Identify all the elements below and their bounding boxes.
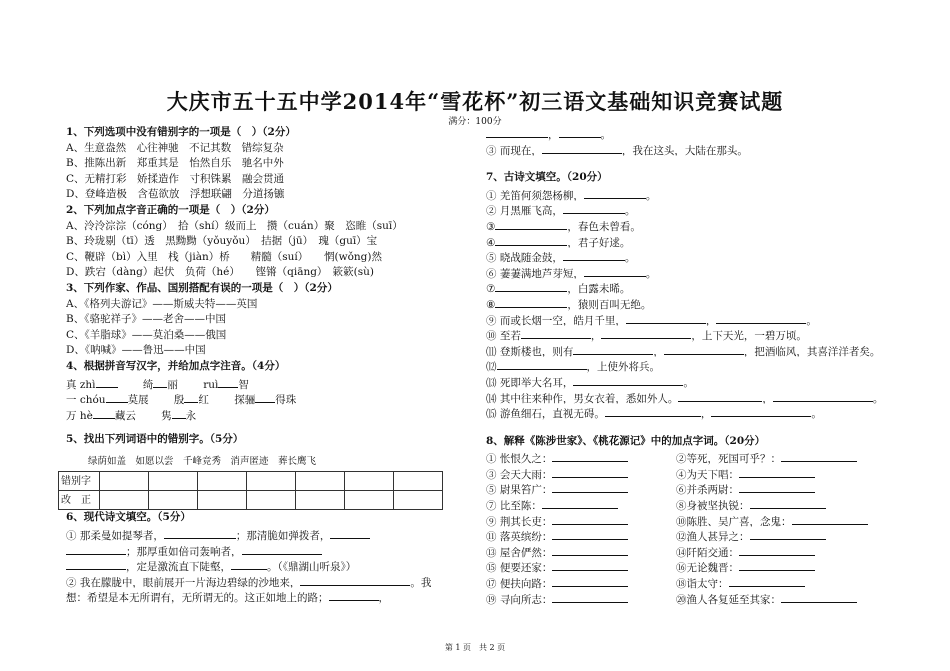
option: B、推陈出新 郑重其是 怡然自乐 驰名中外 — [66, 157, 284, 170]
answer-blank[interactable] — [153, 375, 167, 388]
answer-blank[interactable] — [521, 326, 591, 339]
answer-blank[interactable] — [495, 233, 567, 246]
answer-blank[interactable] — [300, 573, 410, 586]
option: C、鞭辟（bì）入里 栈（jiàn）桥 精髓（suí） 惘(wǒng)然 — [66, 250, 382, 263]
question-4: 4、根据拼音写汉字，并给加点字注音。（4分） — [66, 359, 286, 372]
answer-blank[interactable] — [605, 404, 701, 417]
answer-blank[interactable] — [231, 557, 267, 570]
option: D、《呐喊》——鲁迅——中国 — [66, 344, 206, 357]
answer-blank[interactable] — [497, 357, 587, 370]
question-8: 8、解释《陈涉世家》、《桃花源记》中的加点字词。（20分） — [486, 434, 766, 447]
answer-blank[interactable] — [93, 406, 115, 419]
answer-blank[interactable] — [552, 449, 628, 462]
score-note: 满分：100分 — [448, 117, 502, 127]
answer-blank[interactable] — [739, 465, 815, 478]
answer-blank[interactable] — [750, 496, 826, 509]
right-column: ， 。 ③ 而现在， ，我在这头，大陆在那头。 7、古诗文填空。（20分） ① 羌笛何须怨杨柳， 。 ② 月黑雁飞高， 。 ③ ，春色未曾看。 ④ ，君子好逑。 ⑤ 晓战随金鼓， 。 ⑥ 萋萋满地芦芽短， 。 ⑦ ，白露未晞。 ⑧ ，猿则百叫无绝。 ⑨ 而或长烟一空，皓月千里， ， 。 ⑩ 至若 ， ，上下天光，一碧万顷。 ⑾ 登斯楼也，则有 ， ，把酒临风，其喜洋洋者矣。 ⑿ ，上使外将兵。 ⒀ 死即举大名耳， 。 ⒁ 其中往来种作，男女衣着，悉如外人。 ， 。 ⒂ 游鱼细石，直视无碍。 ， 。 8、解释《陈涉世家》、《桃花源记》中的加点字词。（20分） ① 怅恨久之： ②等死，死国可乎？： ③ 会天大雨： ④为天下唱： ⑤ 尉果笞广： ⑥并杀两尉： ⑦ 比至陈： ⑧身被坚执锐： ⑨ 荆其长吏： ⑩陈胜、吴广喜，念鬼： ⑪ 落英缤纷： ⑫渔人甚异之： ⑬ 屋舍俨然： ⑭阡陌交通： ⑮ 便要还家： ⑯无论魏晋： ⑰ 便扶向路： ⑱诣太守： ⑲ 寻向所志： ⑳渔人各复延至其家： — [486, 125, 906, 605]
word-list: 绿荫如盖 如愿以尝 千峰竞秀 消声匿迹 葬长鹰飞 — [88, 455, 317, 467]
answer-blank[interactable] — [495, 295, 567, 308]
option: C、《羊脂球》——莫泊桑——俄国 — [66, 328, 227, 341]
page-title: 大庆市五十五中学2014年“雪花杯”初三语文基础知识竞赛试题 — [166, 89, 784, 114]
answer-blank[interactable] — [66, 542, 126, 555]
answer-blank[interactable] — [242, 542, 322, 555]
option: C、无精打彩 娇揉造作 寸积铢累 融会贯通 — [66, 172, 285, 185]
pinyin-line: 一 chóu 莫展 殷 红 探骊 得珠 — [66, 390, 476, 406]
left-column: 1、下列选项中没有错别字的一项是（ ）（2分） A、生意盎然 心往神驰 不记其数 错综复杂 B、推陈出新 郑重其是 怡然自乐 驰名中外 C、无精打彩 娇揉造作 寸积铢累 融会贯通 D、登峰造极 含苞欲放 浮想联翩 分道扬镳 2、下列加点字音正确的一项是（ ）（2分） A、泠泠淙淙（cóng） 拾（shí）级而上 攒（cuán）聚 恣睢（suī） B、玲珑剔（tī）透 黑黝黝（yǒuyǒu） 拮据（jū） 瑰（guī）宝 C、鞭辟（bì）入里 栈（jiàn）桥 精髓（suí） 惘(wǒng)然 D、跌宕（dàng）起伏 负荷（hé） 铿锵（qiāng） 簌簌(sù) 3、下列作家、作品、国别搭配有误的一项是（ ）（2分） A、《格列夫游记》——斯威夫特——英国 B、《骆驼祥子》——老舍——中国 C、《羊脂球》——莫泊桑——俄国 D、《呐喊》——鲁迅——中国 4、根据拼音写汉字，并给加点字注音。（4分） 真 zhì 绮 丽 ruì 智 一 chóu 莫展 殷 红 探骊 得珠 万 hè 藏云 隽 永 5、找出下列词语中的错别字。（5分） 绿荫如盖 如愿以尝 千峰竞秀 消声匿迹 葬长鹰飞 错别字 改 正 6、现代诗文填空。（5分） ① 那柔曼如提琴者， ；那清脆如弹拨者， ；那厚重如倍司轰响者， ，定是激流直下陡壑， 。（《鼎湖山听泉》） ② 我在朦胧中，眼前展开一片海边碧绿的沙地来， 。我 想：希望是本无所谓有，无所谓无的。这正如地上的路； ， — [66, 125, 476, 604]
answer-blank[interactable] — [96, 375, 118, 388]
answer-blank[interactable] — [750, 527, 826, 540]
answer-blank[interactable] — [330, 526, 370, 539]
answer-blank[interactable] — [552, 527, 628, 540]
answer-blank[interactable] — [664, 342, 744, 355]
pinyin-line: 万 hè 藏云 隽 永 — [66, 406, 476, 422]
list-item: ⑰ 便扶向路： ⑱诣太守： — [486, 574, 906, 590]
answer-blank[interactable] — [164, 526, 236, 539]
answer-blank[interactable] — [773, 389, 873, 402]
answer-blank[interactable] — [542, 496, 618, 509]
answer-blank[interactable] — [559, 125, 601, 138]
list-item: ⑪ 落英缤纷： ⑫渔人甚异之： — [486, 527, 906, 543]
answer-blank[interactable] — [486, 125, 548, 138]
answer-blank[interactable] — [66, 557, 126, 570]
option: A、生意盎然 心往神驰 不记其数 错综复杂 — [66, 141, 284, 154]
answer-blank[interactable] — [729, 574, 805, 587]
list-item: ⑤ 尉果笞广： ⑥并杀两尉： — [486, 480, 906, 496]
option: B、玲珑剔（tī）透 黑黝黝（yǒuyǒu） 拮据（jū） 瑰（guī）宝 — [66, 235, 378, 248]
answer-blank[interactable] — [184, 390, 198, 403]
option: D、跌宕（dàng）起伏 负荷（hé） 铿锵（qiāng） 簌簌(sù) — [66, 266, 375, 279]
answer-blank[interactable] — [552, 590, 628, 603]
list-item: ① 怅恨久之： ②等死，死国可乎？： — [486, 449, 906, 465]
list-item: ⑨ 荆其长吏： ⑩陈胜、吴广喜，念鬼： — [486, 512, 906, 528]
answer-blank[interactable] — [711, 404, 811, 417]
answer-blank[interactable] — [792, 512, 868, 525]
answer-blank[interactable] — [542, 141, 622, 154]
pinyin-line: 真 zhì 绮 丽 ruì 智 — [66, 375, 476, 391]
question-1: 1、下列选项中没有错别字的一项是（ ）（2分） — [66, 126, 296, 138]
answer-blank[interactable] — [172, 406, 186, 419]
list-item: ⑮ 便要还家： ⑯无论魏晋： — [486, 558, 906, 574]
answer-blank[interactable] — [552, 574, 628, 587]
list-item: ⑬ 屋舍俨然： ⑭阡陌交通： — [486, 543, 906, 559]
answer-blank[interactable] — [106, 390, 128, 403]
option: B、《骆驼祥子》——老舍——中国 — [66, 313, 226, 326]
answer-blank[interactable] — [552, 543, 628, 556]
answer-blank[interactable] — [552, 480, 628, 493]
answer-blank[interactable] — [563, 201, 625, 214]
answer-blank[interactable] — [739, 558, 815, 571]
answer-blank[interactable] — [584, 264, 646, 277]
list-item: ③ 会天大雨： ④为天下唱： — [486, 465, 906, 481]
question-2: 2、下列加点字音正确的一项是（ ）（2分） — [66, 203, 275, 216]
answer-blank[interactable] — [552, 512, 628, 525]
table-row-label: 错别字 — [59, 472, 100, 491]
answer-blank[interactable] — [495, 279, 567, 292]
option: D、登峰造极 含苞欲放 浮想联翩 分道扬镳 — [66, 188, 285, 201]
correction-table — [58, 471, 443, 510]
definition-list — [486, 449, 906, 605]
list-item: ⑦ 比至陈： ⑧身被坚执锐： — [486, 496, 906, 512]
answer-blank[interactable] — [552, 465, 628, 478]
table-row-label: 改 正 — [59, 491, 100, 510]
question-3: 3、下列作家、作品、国别搭配有误的一项是（ ）（2分） — [66, 281, 338, 294]
answer-blank[interactable] — [678, 389, 762, 402]
page-footer: 第 1 页 共 2 页 — [444, 643, 506, 652]
question-5: 5、找出下列词语中的错别字。（5分） — [66, 433, 244, 446]
answer-blank[interactable] — [781, 590, 857, 603]
option: A、《格列夫游记》——斯威夫特——英国 — [66, 297, 258, 310]
answer-blank[interactable] — [626, 311, 706, 324]
answer-blank[interactable] — [716, 311, 806, 324]
answer-blank[interactable] — [329, 588, 379, 601]
answer-blank[interactable] — [781, 449, 857, 462]
answer-blank[interactable] — [573, 342, 653, 355]
answer-blank[interactable] — [563, 248, 625, 261]
answer-blank[interactable] — [573, 373, 683, 386]
answer-blank[interactable] — [601, 326, 691, 339]
answer-blank[interactable] — [495, 217, 567, 230]
question-6: 6、现代诗文填空。（5分） — [66, 511, 191, 524]
answer-blank[interactable] — [739, 480, 815, 493]
list-item: ⑲ 寻向所志： ⑳渔人各复延至其家： — [486, 590, 906, 606]
answer-blank[interactable] — [584, 186, 646, 199]
question-7: 7、古诗文填空。（20分） — [486, 171, 608, 184]
option: A、泠泠淙淙（cóng） 拾（shí）级而上 攒（cuán）聚 恣睢（suī） — [66, 219, 403, 232]
answer-blank[interactable] — [255, 390, 275, 403]
answer-blank[interactable] — [739, 543, 815, 556]
answer-blank[interactable] — [218, 375, 238, 388]
answer-blank[interactable] — [552, 558, 628, 571]
